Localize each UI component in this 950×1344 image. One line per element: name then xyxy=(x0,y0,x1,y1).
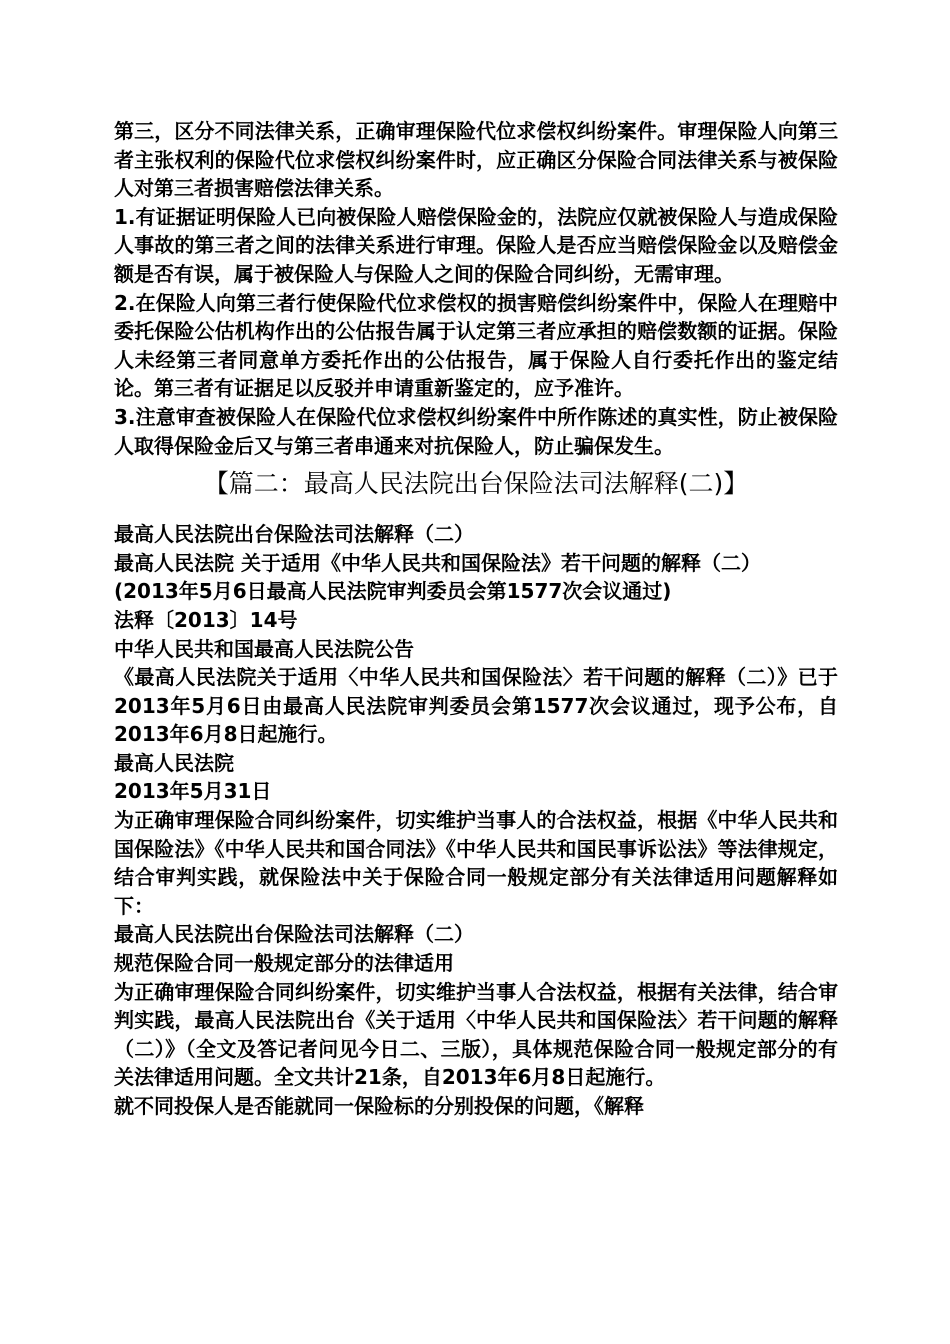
paragraph-item-3: 3.注意审查被保险人在保险代位求偿权纠纷案件中所作陈述的真实性，防止被保险人取得保险金后又与第三者串通来对抗保险人，防止骗保发生。 xyxy=(114,404,838,458)
announcement-body: 《最高人民法院关于适用〈中华人民共和国保险法〉若干问题的解释（二）》已于2013年5月6日由最高人民法院审判委员会第1577次会议通过，现予公布，自2013年6月8日起施行。 xyxy=(114,665,838,747)
paragraph-third-point: 第三，区分不同法律关系，正确审理保险代位求偿权纠纷案件。审理保险人向第三者主张权利的保险代位求偿权纠纷案件时，应正确区分保险合同法律关系与被保险人对第三者损害赔偿法律关系。 xyxy=(114,119,838,201)
announcement-title: 中华人民共和国最高人民法院公告 xyxy=(114,636,414,661)
section-2 xyxy=(114,520,838,1120)
preamble: 为正确审理保险合同纠纷案件，切实维护当事人的合法权益，根据《中华人民共和国保险法》《中华人民共和国合同法》《中华人民共和国民事诉讼法》等法律规定，结合审判实践，就保险法中关于保险合同一般规定部分有关法律适用问题解释如下： xyxy=(114,808,838,918)
section-heading: 【篇二：最高人民法院出台保险法司法解释(二)】 xyxy=(203,469,749,499)
issuer: 最高人民法院 xyxy=(114,750,234,775)
news-title: 最高人民法院出台保险法司法解释（二） xyxy=(114,922,474,947)
document-number: 法释〔2013〕14号 xyxy=(114,607,298,632)
adoption-note: (2013年5月6日最高人民法院审判委员会第1577次会议通过) xyxy=(114,579,672,604)
section-1 xyxy=(114,117,838,460)
paragraph-item-2: 2.在保险人向第三者行使保险代位求偿权的损害赔偿纠纷案件中，保险人在理赔中委托保险公估机构作出的公估报告属于认定第三者应承担的赔偿数额的证据。保险人未经第三者同意单方委托作出的公估报告，属于保险人自行委托作出的鉴定结论。第三者有证据足以反驳并申请重新鉴定的，应予准许。 xyxy=(114,290,838,401)
issue-date: 2013年5月31日 xyxy=(114,779,272,804)
doc-title: 最高人民法院出台保险法司法解释（二） xyxy=(114,522,474,547)
interpretation-title: 最高人民法院 关于适用《中华人民共和国保险法》若干问题的解释（二） xyxy=(114,550,761,575)
news-subtitle: 规范保险合同一般规定部分的法律适用 xyxy=(114,951,454,976)
paragraph-item-1: 1.有证据证明保险人已向被保险人赔偿保险金的，法院应仅就被保险人与造成保险人事故的第三者之间的法律关系进行审理。保险人是否应当赔偿保险金以及赔偿金额是否有误，属于被保险人与保险人之间的保险合同纠纷，无需审理。 xyxy=(114,204,838,286)
news-body: 为正确审理保险合同纠纷案件，切实维护当事人合法权益，根据有关法律，结合审判实践，最高人民法院出台《关于适用〈中华人民共和国保险法〉若干问题的解释（二）》（全文及答记者问见今日二、三版），具体规范保险合同一般规定部分的有关法律适用问题。全文共计21条，自2013年6月8日起施行。 xyxy=(114,979,838,1090)
document-page xyxy=(114,117,838,1121)
news-body-continued: 就不同投保人是否能就同一保险标的分别投保的问题，《解释 xyxy=(114,1094,644,1118)
